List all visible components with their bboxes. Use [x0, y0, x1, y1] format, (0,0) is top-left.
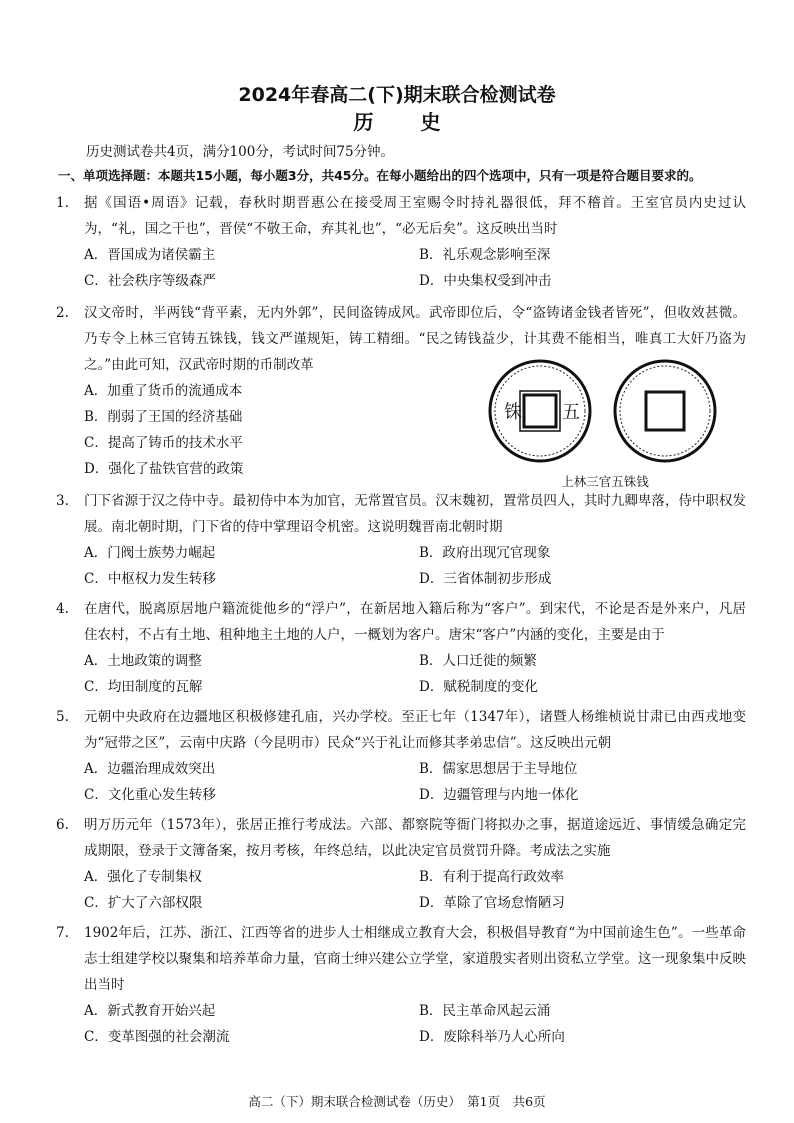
- question-1: [56, 190, 746, 294]
- option-d: D．赋税制度的变化: [419, 679, 538, 695]
- option-c: C．提高了铸币的技术水平: [84, 435, 243, 451]
- coin-char-left: 铢: [504, 402, 522, 423]
- question-stem: 据《国语•周语》记载，春秋时期晋惠公在接受周王室赐令时持礼器很低，拜不稽首。王室官员内史过认为，“礼，国之干也”，晋侯“不敬王命，弃其礼也”，“必无后矣”。这反映出当时: [84, 195, 746, 237]
- section-heading: 一、单项选择题：本题共15小题，每小题3分，共45分。在每小题给出的四个选项中，只有一项是符合题目要求的。: [58, 168, 702, 183]
- question-number: 7.: [56, 925, 69, 941]
- option-b: B．削弱了王国的经济基础: [84, 409, 243, 425]
- option-a: A．土地政策的调整: [84, 653, 202, 669]
- option-b: B．人口迁徙的频繁: [419, 653, 537, 669]
- question-6: [56, 812, 746, 916]
- coin-char-right: 五: [562, 402, 580, 423]
- option-b: B．礼乐观念影响至深: [419, 247, 551, 263]
- option-c: C．社会秩序等级森严: [84, 273, 216, 289]
- option-d: D．边疆管理与内地一体化: [419, 787, 579, 803]
- option-a: A．晋国成为诸侯霸主: [84, 247, 216, 263]
- option-d: D．废除科举乃人心所向: [419, 1029, 565, 1045]
- coin-figure: [480, 358, 730, 488]
- option-b: B．政府出现冗官现象: [419, 545, 551, 561]
- option-c: C．均田制度的瓦解: [84, 679, 203, 695]
- option-d: D．强化了盐铁官营的政策: [84, 461, 244, 477]
- question-stem: 门下省源于汉之侍中寺。最初侍中本为加官，无常置官员。汉末魏初，置常员四人，其时九卿卑落，侍中职权发展。南北朝时期，门下省的侍中掌理诏令机密。这说明魏晋南北朝时期: [84, 493, 746, 535]
- question-stem: 明万历元年（1573年），张居正推行考成法。六部、都察院等衙门将拟办之事，据道途远近、事情缓急确定完成期限，登录于文簿备案，按月考核，年终总结，以此决定官员赏罚升降。考成法之实施: [84, 817, 746, 859]
- option-a: A．加重了货币的流通成本: [84, 383, 243, 399]
- option-c: C．中枢权力发生转移: [84, 571, 216, 587]
- coin-front: [490, 361, 590, 461]
- question-number: 5.: [56, 709, 69, 725]
- question-number: 1.: [56, 195, 69, 211]
- option-a: A．门阀士族势力崛起: [84, 545, 216, 561]
- option-d: D．中央集权受到冲击: [419, 273, 552, 289]
- option-c: C．变革图强的社会潮流: [84, 1029, 230, 1045]
- question-stem: 1902年后，江苏、浙江、江西等省的进步人士相继成立教育大会，积极倡导教育“为中国前途生色”。一些革命志士组建学校以聚集和培养革命力量，官商士绅兴建公立学堂，家道殷实者则出资私立学堂。这一现象集中反映出当时: [84, 925, 746, 993]
- option-c: C．文化重心发生转移: [84, 787, 216, 803]
- subject-title: 历 史: [353, 110, 461, 134]
- exam-title: 2024年春高二(下)期末联合检测试卷: [238, 84, 556, 106]
- coin-back: [615, 361, 715, 461]
- question-stem: 在唐代，脱离原居地户籍流徙他乡的“浮户”，在新居地入籍后称为“客户”。到宋代，不论是否是外来户，凡居住农村，不占有土地、租种地主土地的人户，一概划为客户。唐宋“客户”内涵的变化，主要是由于: [84, 601, 746, 643]
- question-4: [56, 596, 746, 700]
- question-number: 6.: [56, 817, 69, 833]
- question-number: 4.: [56, 601, 69, 617]
- option-d: D．三省体制初步形成: [419, 571, 552, 587]
- option-b: B．有利于提高行政效率: [419, 869, 564, 885]
- option-d: D．革除了官场怠惰陋习: [419, 895, 565, 911]
- question-stem: 汉文帝时，半两钱“背平素，无内外郭”，民间盗铸成风。武帝即位后，令“盗铸诸金钱者皆死”，但收效甚微。乃专令上林三官铸五铢钱，钱文严谨规矩，铸工精细。“民之铸钱益少，计其费不能相当，唯真工大奸乃盗为之。”由此可知，汉武帝时期的币制改革: [84, 305, 746, 373]
- wuzhu-coins-illustration: [480, 358, 730, 468]
- option-b: B．民主革命风起云涌: [419, 1003, 551, 1019]
- question-number: 2.: [56, 305, 69, 321]
- option-a: A．边疆治理成效突出: [84, 761, 216, 777]
- question-stem: 元朝中央政府在边疆地区积极修建孔庙，兴办学校。至正七年（1347年），诸暨人杨维桢说甘肃已由西戎地变为“冠带之区”，云南中庆路（今昆明市）民众“兴于礼让而修其孝弟忠信”。这反映出元朝: [84, 709, 746, 751]
- page-footer: 高二（下）期末联合检测试卷（历史） 第1页 共6页: [248, 1094, 546, 1109]
- question-3: [56, 488, 746, 592]
- option-c: C．扩大了六部权限: [84, 895, 203, 911]
- option-a: A．新式教育开始兴起: [84, 1003, 216, 1019]
- option-a: A．强化了专制集权: [84, 869, 202, 885]
- question-7: [56, 920, 746, 1050]
- exam-intro: 历史测试卷共4页，满分100分，考试时间75分钟。: [86, 144, 395, 160]
- figure-caption: 上林三官五铢钱: [561, 474, 649, 489]
- question-number: 3.: [56, 493, 69, 509]
- option-b: B．儒家思想居于主导地位: [419, 761, 578, 777]
- question-5: [56, 704, 746, 808]
